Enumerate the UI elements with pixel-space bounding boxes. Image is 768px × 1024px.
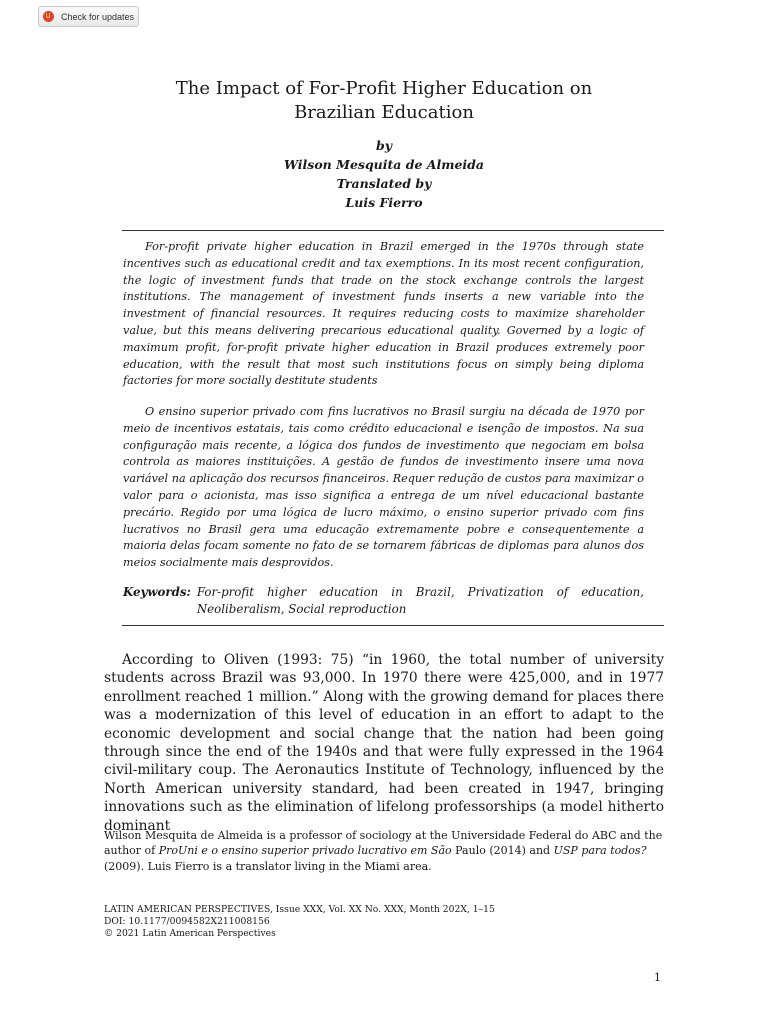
abstract-bottom-rule [122, 625, 664, 626]
crossmark-icon [43, 11, 54, 22]
footnote-part-1: Wilson Mesquita de Almeida is a professor of sociology at the Universidade Federal do ABC and the author of [104, 829, 663, 858]
author-footnote [104, 828, 666, 874]
title-line-2: Brazilian Education [294, 102, 474, 123]
check-for-updates-button[interactable] [38, 6, 139, 27]
footnote-book-title-1: ProUni e o ensino superior privado lucrativo em São [158, 844, 452, 858]
keywords-label: Keywords: [123, 585, 191, 599]
keywords-block [123, 584, 644, 617]
body-paragraph: According to Oliven (1993: 75) “in 1960, the total number of university students across Brazil was 93,000. In 1970 there were 425,000, and in 1977 enrollment reached 1 million.” Along with the growing demand for places there was a modernization of this level of education in an effort to adapt to the economic development and social change that the nation had been going through since the end of the 1940s and that were fully expressed in the 1964 civil-military coup. The Aeronautics Institute of Technology, influenced by the North American university standard, had been created in 1947, bringing innovations such as the elimination of lifelong professorships (a model hitherto dominant [104, 652, 664, 834]
footnote-part-2: Paulo (2014) and [451, 844, 554, 858]
author-name: Wilson Mesquita de Almeida [283, 157, 485, 172]
byline-by: by [375, 138, 392, 153]
translator-name: Luis Fierro [345, 195, 423, 210]
byline-block [100, 136, 668, 212]
page-number: 1 [654, 971, 661, 984]
journal-doi: DOI: 10.1177/0094582X211008156 [104, 916, 270, 927]
journal-info [104, 904, 495, 940]
check-for-updates-label: Check for updates [61, 11, 135, 22]
abstract-portuguese: O ensino superior privado com fins lucrativos no Brasil surgiu na década de 1970 por meio de incentivos estatais, tais como crédito educacional e isenção de impostos. Na sua configuração mais recente, a lógica dos fundos de investimento que negociam em bolsa controla as maiores instituições. A gestão de fundos de investimento insere uma nova variável na aplicação dos recursos financeiros. Requer redução de custos para maximizar o valor para o acionista, mas isso significa a entrega de um nível educacional bastante precário. Regido por uma lógica de lucro máximo, o ensino superior privado com fins lucrativos no Brasil gera uma educação extremamente pobre e consequentemente a maioria delas focam somente no fato de se tornarem fábricas de diplomas para alunos dos meios socialmente mais desprovidos. [123, 405, 644, 570]
journal-copyright: © 2021 Latin American Perspectives [104, 928, 276, 939]
translated-by-label: Translated by [336, 176, 432, 191]
abstract-top-rule [122, 230, 664, 231]
footnote-part-3: (2009). Luis Fierro is a translator living in the Miami area. [104, 859, 432, 873]
journal-citation: LATIN AMERICAN PERSPECTIVES, Issue XXX, Vol. XX No. XXX, Month 202X, 1–15 [104, 904, 495, 915]
keywords-text: For-profit higher education in Brazil, Privatization of education, Neoliberalism, Social reproduction [196, 585, 644, 616]
title-line-1: The Impact of For-Profit Higher Education on [175, 78, 593, 99]
footnote-book-title-2: USP para todos? [553, 844, 647, 858]
abstract-english: For-profit private higher education in Brazil emerged in the 1970s through state incentives such as educational credit and tax exemptions. In its most recent configuration, the logic of investment funds that trade on the stock exchange controls the largest institutions. The management of investment funds inserts a new variable into the investment of financial resources. It requires reducing costs to maximize shareholder value, but this means delivering precarious educational quality. Governed by a logic of maximum profit, for-profit private higher education in Brazil produces extremely poor education, with the result that most such institutions focus on simply being diploma factories for more socially destitute students [123, 240, 644, 388]
article-title [100, 77, 668, 125]
